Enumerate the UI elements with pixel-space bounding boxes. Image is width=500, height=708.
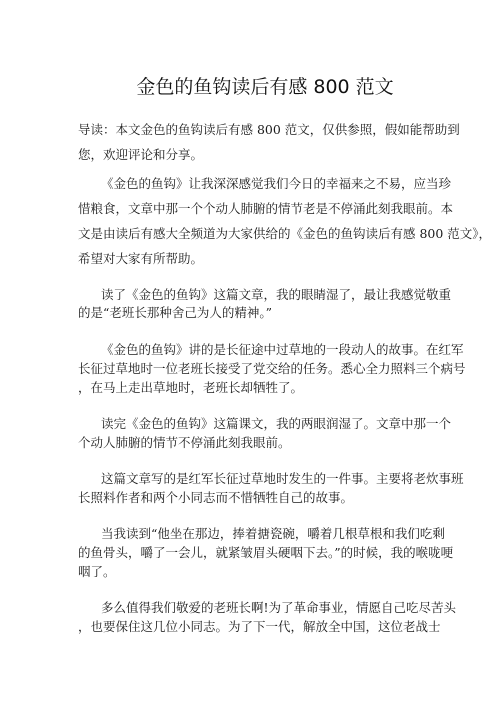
paragraph-line: 这篇文章写的是红军长征过草地时发生的一件事。主要将老炊事班	[101, 471, 464, 486]
paragraph-line: ，也要保住这几位小同志。为了下一代，解放全中国，这位老战士	[78, 619, 441, 634]
paragraph-line: 长征过草地时一位老班长接受了党交给的任务。悉心全力照料三个病号	[78, 361, 466, 376]
paragraph-line: 多么值得我们敬爱的老班长啊!为了革命事业，情愿自己吃尽苦头	[101, 600, 457, 615]
paragraph-line: 文是由读后有感大全频道为大家供给的《金色的鱼钩读后有感 800 范文》，	[78, 226, 492, 241]
paragraph-line: 的鱼骨头，嚼了一会儿，就紧皱眉头硬咽下去。”的时候，我的喉咙哽	[78, 545, 454, 560]
paragraph-line: 读了《金色的鱼钩》这篇文章，我的眼睛湿了，最让我感觉敬重	[101, 287, 452, 302]
paragraph-line: 咽了。	[78, 564, 116, 579]
paragraph-line: 《金色的鱼钩》讲的是长征途中过草地的一段动人的故事。在红军	[101, 342, 464, 357]
paragraph-line: 惜粮食，文章中那一个个动人肺腑的情节老是不停涌此刻我眼前。本	[78, 201, 454, 216]
paragraph-line: 的是“老班长那种舍己为人的精神。”	[78, 305, 273, 320]
paragraph-line: 《金色的鱼钩》让我深深感觉我们今日的幸福来之不易，应当珍	[101, 176, 452, 191]
paragraph-line: 希望对大家有所帮助。	[78, 251, 204, 266]
document-title: 金色的鱼钩读后有感 800 范文	[136, 76, 394, 98]
paragraph-line: 您，欢迎评论和分享。	[78, 147, 204, 162]
paragraph-line: 个动人肺腑的情节不停涌此刻我眼前。	[78, 435, 291, 450]
paragraph-line: 读完《金色的鱼钩》这篇课文，我的两眼润湿了。文章中那一个	[101, 416, 452, 431]
paragraph-line: 导读：本文金色的鱼钩读后有感 800 范文，仅供参照，假如能帮助到	[78, 122, 460, 137]
paragraph-line: 当我读到“他坐在那边，捧着搪瓷碗，嚼着几根草根和我们吃剩	[101, 526, 445, 541]
paragraph-line: ，在马上走出草地时，老班长却牺牲了。	[78, 380, 304, 395]
paragraph-line: 长照料作者和两个小同志而不惜牺牲自己的故事。	[78, 490, 354, 505]
